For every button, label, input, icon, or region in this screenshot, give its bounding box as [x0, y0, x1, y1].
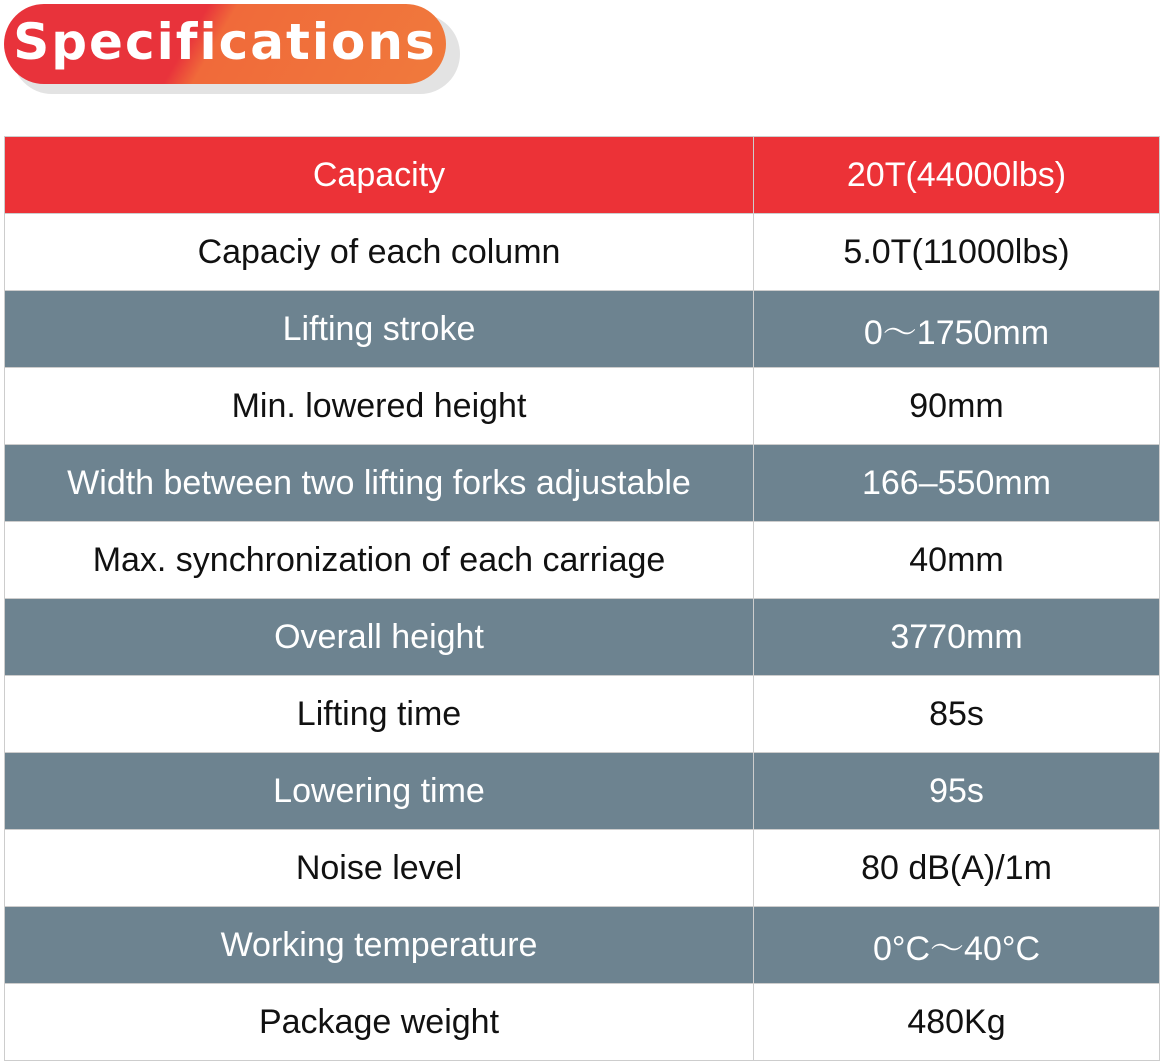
spec-value: 3770mm — [754, 599, 1160, 676]
spec-value: 5.0T(11000lbs) — [754, 214, 1160, 291]
table-row — [5, 291, 1160, 368]
spec-value: 0～1750mm — [754, 291, 1160, 368]
spec-label: Capaciy of each column — [5, 214, 754, 291]
page-title: Specifications — [13, 13, 437, 71]
specifications-table — [4, 136, 1160, 1061]
spec-value: 95s — [754, 753, 1160, 830]
spec-value: 480Kg — [754, 984, 1160, 1061]
table-row-capacity — [5, 137, 1160, 214]
title-pill — [4, 4, 446, 84]
spec-value: 166–550mm — [754, 445, 1160, 522]
table-row — [5, 214, 1160, 291]
table-row — [5, 445, 1160, 522]
table-row — [5, 599, 1160, 676]
spec-value: 40mm — [754, 522, 1160, 599]
table-row — [5, 753, 1160, 830]
spec-label: Working temperature — [5, 907, 754, 984]
spec-label: Max. synchronization of each carriage — [5, 522, 754, 599]
spec-value: 90mm — [754, 368, 1160, 445]
spec-value: 80 dB(A)/1m — [754, 830, 1160, 907]
spec-label: Overall height — [5, 599, 754, 676]
spec-label: Noise level — [5, 830, 754, 907]
title-badge — [4, 4, 464, 96]
table-row — [5, 907, 1160, 984]
table-row — [5, 676, 1160, 753]
table-row — [5, 984, 1160, 1061]
table-row — [5, 830, 1160, 907]
spec-label: Capacity — [5, 137, 754, 214]
spec-value: 0°C～40°C — [754, 907, 1160, 984]
spec-label: Lowering time — [5, 753, 754, 830]
spec-label: Min. lowered height — [5, 368, 754, 445]
spec-label: Width between two lifting forks adjustable — [5, 445, 754, 522]
spec-value: 85s — [754, 676, 1160, 753]
table-row — [5, 522, 1160, 599]
table-row — [5, 368, 1160, 445]
spec-label: Lifting stroke — [5, 291, 754, 368]
spec-label: Package weight — [5, 984, 754, 1061]
spec-value: 20T(44000lbs) — [754, 137, 1160, 214]
spec-label: Lifting time — [5, 676, 754, 753]
